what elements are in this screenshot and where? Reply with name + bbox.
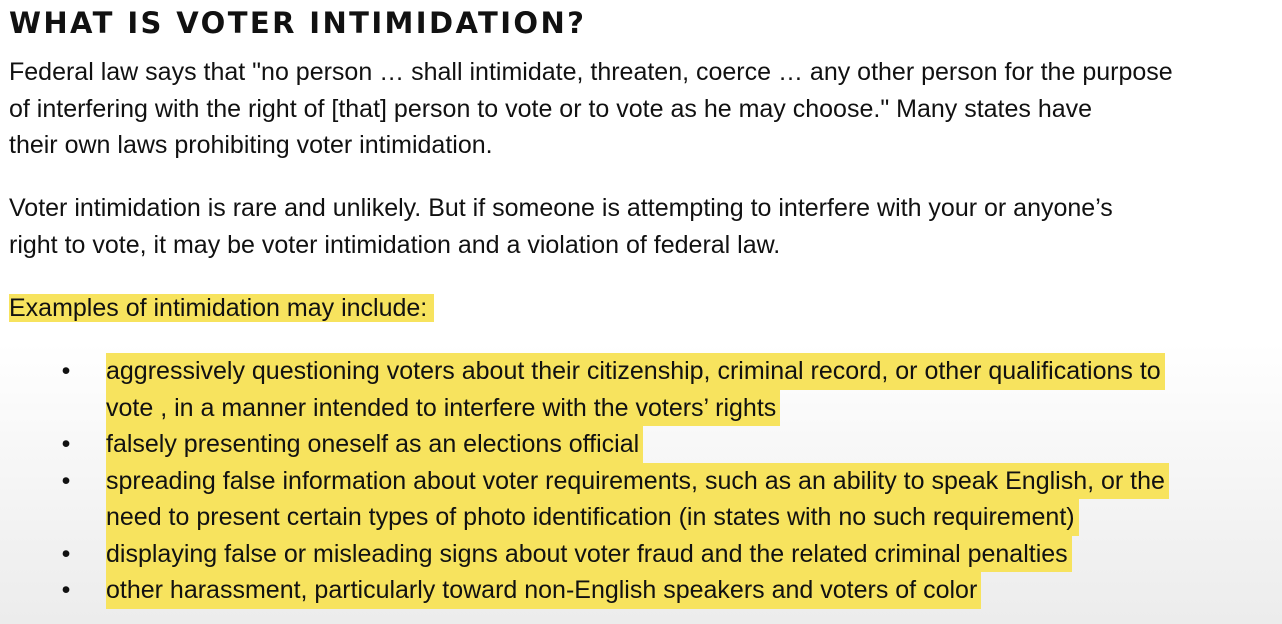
list-item	[9, 572, 1277, 609]
bullet-icon: •	[61, 357, 71, 385]
paragraph-line: right to vote, it may be voter intimidation and a violation of federal law.	[9, 230, 781, 259]
paragraph-line: Voter intimidation is rare and unlikely. But if someone is attempting to interfere with your or anyone’s	[9, 194, 1113, 222]
examples-list	[9, 353, 1277, 609]
paragraph-rare-unlikely	[9, 190, 1113, 263]
list-item	[9, 536, 1277, 573]
list-item-line: spreading false information about voter requirements, such as an ability to speak English, or the	[106, 463, 1169, 500]
bullet-icon: •	[61, 466, 71, 495]
list-item-line: displaying false or misleading signs about voter fraud and the related criminal penalties	[106, 536, 1072, 573]
bullet-icon: •	[61, 576, 71, 604]
examples-intro-highlight: Examples of intimidation may include:	[9, 294, 434, 322]
paragraph-line: of interfering with the right of [that] person to vote or to vote as he may choose." Many states have	[9, 94, 1093, 123]
list-item	[9, 353, 1277, 426]
list-item-line: need to present certain types of photo identification (in states with no such requirement)	[106, 499, 1079, 536]
page-title: WHAT IS VOTER INTIMIDATION?	[9, 6, 587, 40]
list-item-line: vote , in a manner intended to interfere with the voters’ rights	[106, 390, 780, 427]
list-item	[9, 426, 1277, 463]
paragraph-line: Federal law says that "no person … shall intimidate, threaten, coerce … any other person for the purpose	[9, 58, 1173, 86]
list-item	[9, 463, 1277, 536]
list-item-line: falsely presenting oneself as an elections official	[106, 426, 643, 463]
list-item-line: aggressively questioning voters about their citizenship, criminal record, or other qualifications to	[106, 353, 1165, 390]
paragraph-federal-law	[9, 54, 1173, 164]
paragraph-line: their own laws prohibiting voter intimidation.	[9, 131, 493, 159]
examples-intro	[9, 290, 434, 326]
list-item-line: other harassment, particularly toward non-English speakers and voters of color	[106, 572, 981, 609]
bullet-icon: •	[61, 430, 71, 458]
bullet-icon: •	[61, 539, 71, 568]
